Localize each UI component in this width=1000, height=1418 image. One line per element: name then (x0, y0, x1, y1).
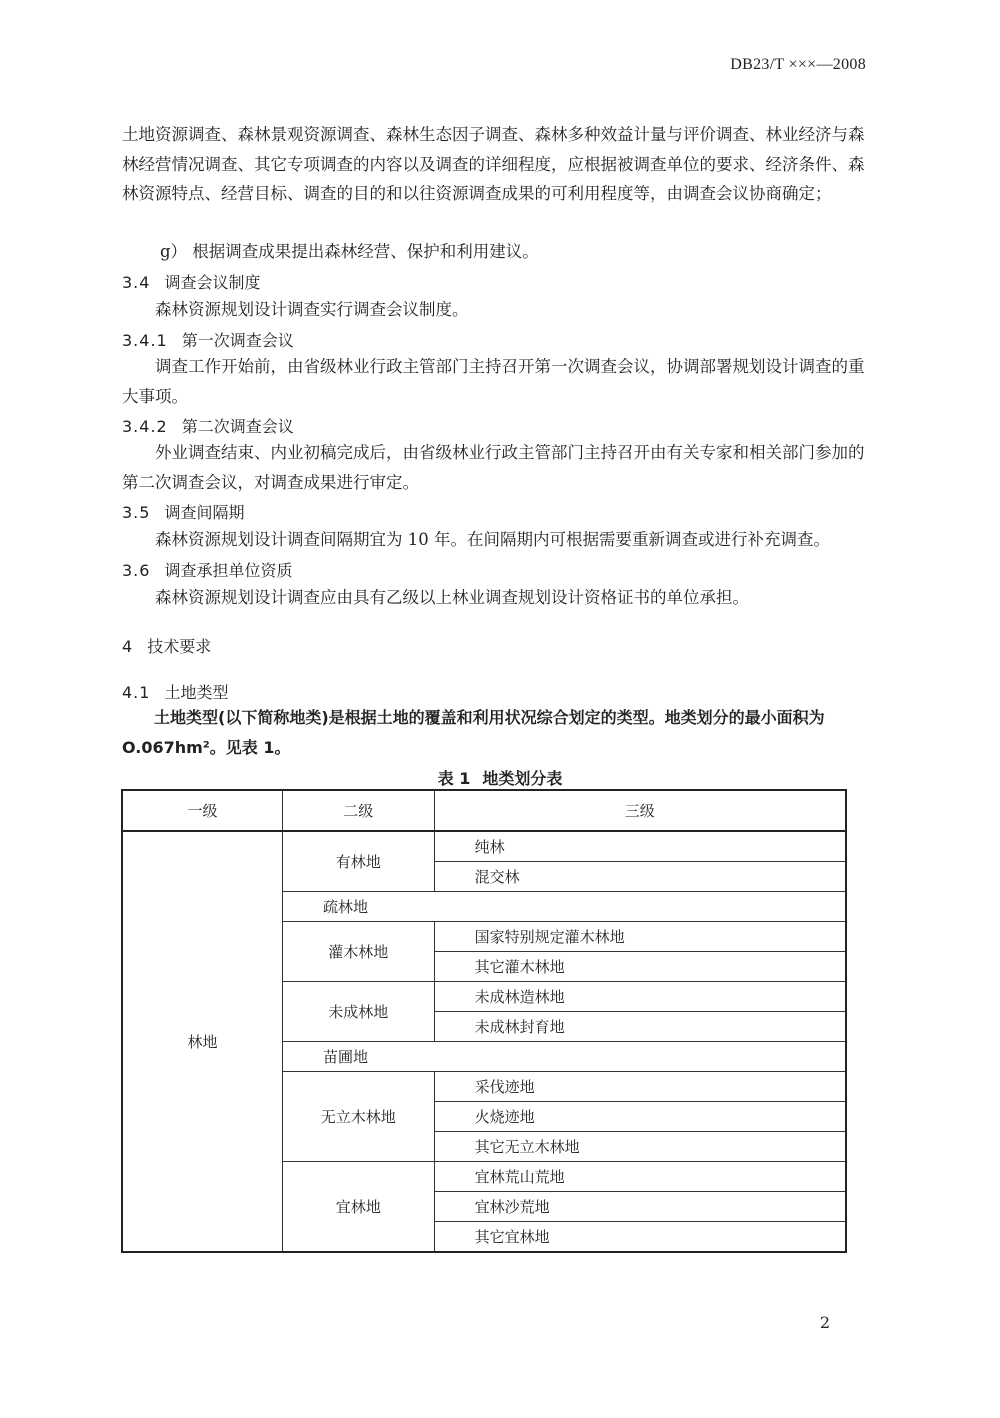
section-4-1-heading (122, 680, 228, 703)
table-title: 地类划分表 (482, 769, 563, 788)
level3-cell: 国家特别规定灌木林地 (434, 922, 846, 952)
section-number: 3.6 (122, 561, 151, 580)
page-number: 2 (819, 1313, 830, 1332)
land-classification-table (121, 789, 847, 1253)
table-header-row (122, 790, 846, 831)
level2-cell: 苗圃地 (283, 1042, 846, 1072)
level2-cell: 无立木林地 (283, 1072, 435, 1162)
section-title: 调查间隔期 (164, 503, 245, 522)
level2-cell: 灌木林地 (283, 922, 435, 982)
level2-cell: 疏林地 (283, 892, 846, 922)
document-code: DB23/T ×××—2008 (730, 56, 866, 73)
section-3-5-text: 森林资源规划设计调查间隔期宜为 10 年。在间隔期内可根据需要重新调查或进行补充调查。 (155, 530, 830, 549)
header-level-2: 二级 (283, 790, 435, 831)
level3-cell: 其它灌木林地 (434, 952, 846, 982)
section-3-4-text: 森林资源规划设计调查实行调查会议制度。 (155, 300, 469, 319)
header-level-3: 三级 (434, 790, 846, 831)
level3-cell: 未成林造林地 (434, 982, 846, 1012)
section-number: 4.1 (122, 683, 151, 702)
section-4-heading (122, 634, 211, 657)
level1-cell: 林地 (122, 831, 283, 1252)
level3-cell: 混交林 (434, 862, 846, 892)
section-number: 3.5 (122, 503, 151, 522)
level2-cell: 未成林地 (283, 982, 435, 1042)
level3-cell: 火烧迹地 (434, 1102, 846, 1132)
section-title: 技术要求 (147, 637, 212, 656)
level2-cell: 宜林地 (283, 1162, 435, 1253)
section-title: 第二次调查会议 (181, 417, 294, 436)
level3-cell: 宜林沙荒地 (434, 1192, 846, 1222)
section-3-4-1-text: 调查工作开始前，由省级林业行政主管部门主持召开第一次调查会议，协调部署规划设计调查的重大事项。 (122, 357, 865, 406)
level3-cell: 其它宜林地 (434, 1222, 846, 1253)
paragraph-survey-content: 土地资源调查、森林景观资源调查、森林生态因子调查、森林多种效益计量与评价调查、林业经济与森林经营情况调查、其它专项调查的内容以及调查的详细程度，应根据被调查单位的要求、经济条件、森林资源特点、经营目标、调查的目的和以往资源调查成果的可利用程度等，由调查会议协商确定； (122, 125, 865, 203)
level3-cell: 宜林荒山荒地 (434, 1162, 846, 1192)
section-title: 土地类型 (164, 683, 229, 702)
section-title: 第一次调查会议 (181, 331, 294, 350)
list-item-g: g） 根据调查成果提出森林经营、保护和利用建议。 (160, 242, 539, 261)
table-caption (0, 766, 1000, 789)
section-4-1-text: 土地类型(以下简称地类)是根据土地的覆盖和利用状况综合划定的类型。地类划分的最小面积为 O.067hm²。见表 1。 (122, 708, 825, 757)
table-row (122, 831, 846, 862)
section-3-5-heading (122, 500, 244, 523)
level3-cell: 纯林 (434, 831, 846, 862)
header-level-1: 一级 (122, 790, 283, 831)
section-title: 调查会议制度 (164, 273, 261, 292)
level3-cell: 未成林封育地 (434, 1012, 846, 1042)
section-3-4-heading (122, 270, 260, 293)
section-3-6-heading (122, 558, 292, 581)
section-3-6-text: 森林资源规划设计调查应由具有乙级以上林业调查规划设计资格证书的单位承担。 (155, 588, 749, 607)
section-3-4-1-heading (122, 328, 294, 351)
level3-cell: 其它无立木林地 (434, 1132, 846, 1162)
level3-cell: 采伐迹地 (434, 1072, 846, 1102)
section-number: 4 (122, 637, 134, 656)
section-3-4-2-text: 外业调查结束、内业初稿完成后，由省级林业行政主管部门主持召开由有关专家和相关部门参加的第二次调查会议，对调查成果进行审定。 (122, 443, 865, 492)
section-number: 3.4.2 (122, 417, 168, 436)
section-number: 3.4.1 (122, 331, 168, 350)
level2-cell: 有林地 (283, 831, 435, 892)
section-title: 调查承担单位资质 (164, 561, 293, 580)
table-number: 表 1 (437, 769, 471, 788)
section-3-4-2-heading (122, 414, 294, 437)
section-number: 3.4 (122, 273, 151, 292)
